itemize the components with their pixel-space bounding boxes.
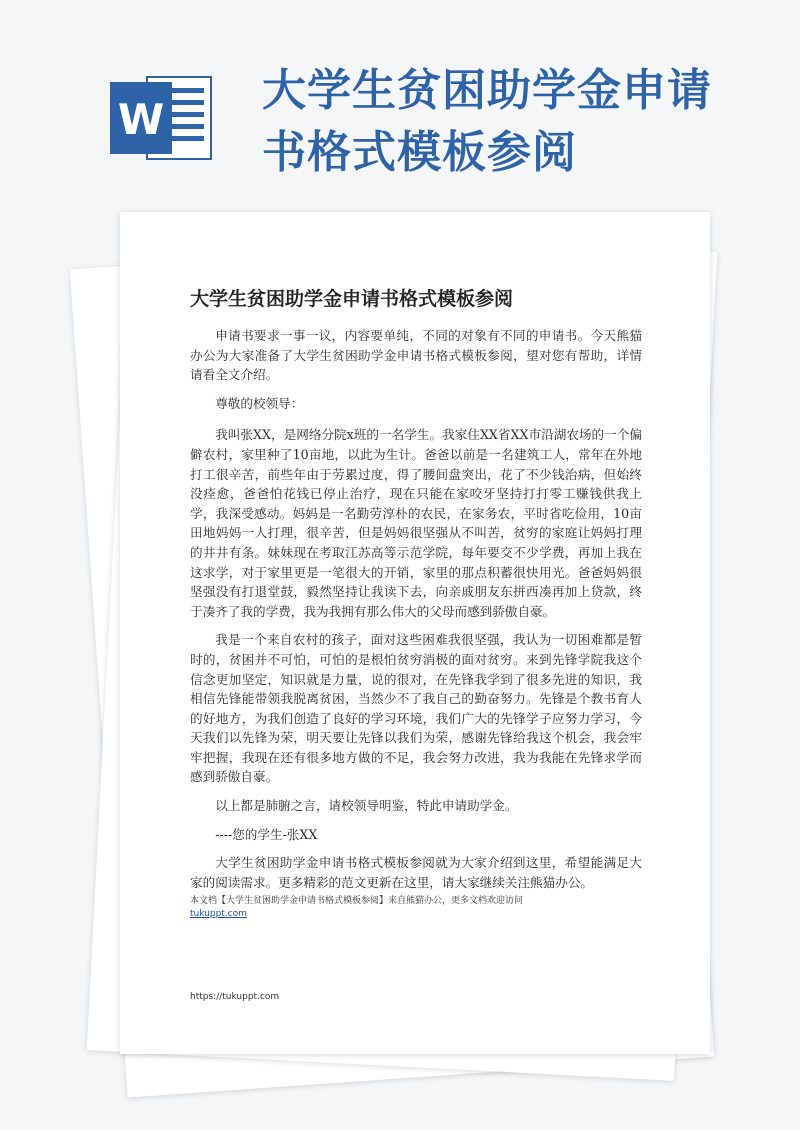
- document-title: 大学生贫困助学金申请书格式模板参阅: [190, 288, 514, 310]
- page-title: 大学生贫困助学金申请书格式模板参阅: [262, 65, 712, 178]
- header-banner: [0, 0, 800, 210]
- closing-line: 以上都是肺腑之言，请校领导明鉴，特此申请助学金。: [215, 798, 518, 814]
- body-paragraph: 我是一个来自农村的孩子，面对这些困难我很坚强，我认为一切困难都是暂时的，贫困并不可怕，可怕的是根怕贫穷消极的面对贫穷。来到先锋学院我这个信念更加坚定，知识就是力量，说的很对，在先锋我学到了很多先进的知识，我相信先锋能带领我脱离贫困，当然少不了我自己的勤奋努力。先锋是个教书育人的好地方，为我们创造了良好的学习环境，我们广大的先锋学子应努力学习，今天我们以先锋为荣，明天要让先锋以我们为荣，感谢先锋给我这个机会，我会牢牢把握，我现在还有很多地方做的不足，我会努力改进，我为我能在先锋求学而感到骄傲自豪。: [190, 632, 642, 785]
- document-page: [120, 212, 710, 1054]
- page-footer-url: https://tukuppt.com: [190, 992, 280, 1002]
- document-body: [190, 326, 642, 901]
- outro-paragraph: 大学生贫困助学金申请书格式模板参阅就为大家介绍到这里，希望能满足大家的阅读需求。更多精彩的范文更新在这里，请大家继续关注熊猫办公。: [190, 855, 642, 890]
- salutation: 尊敬的校领导：: [215, 395, 304, 411]
- source-note-text: 本文档【大学生贫困助学金申请书格式模板参阅】来自熊猫办公，更多文档欢迎访问: [190, 896, 524, 906]
- body-paragraph: 我叫张XX，是网络分院x班的一名学生。我家住XX省XX市沿湖农场的一个偏僻农村，家里种了10亩地，以此为生计。爸爸以前是一名建筑工人，常年在外地打工很辛苦，前些年由于劳累过度，得了腰间盘突出，花了不少钱治病，但始终没痊愈，爸爸怕花钱已停止治疗，现在只能在家咬牙坚持打打零工赚钱供我上学，我深受感动。妈妈是一名勤劳淳朴的农民，在家务农，平时省吃俭用，10亩田地妈妈一人打理，很辛苦，但是妈妈很坚强从不叫苦，贫穷的家庭让妈妈打理的井井有条。妹妹现在考取江苏高等示范学院，每年要交不少学费，再加上我在这求学，对于家里更是一笔很大的开销，家里的那点积蓄很快用光。爸爸妈妈很坚强没有打退堂鼓，毅然坚持让我读下去，向亲戚朋友东拼西凑再加上贷款，终于凑齐了我的学费，我为我拥有那么伟大的父母而感到骄傲自豪。: [190, 427, 642, 619]
- word-document-icon: [108, 68, 218, 168]
- source-link[interactable]: tukuppt.com: [190, 909, 247, 919]
- logo-letter: W: [117, 95, 165, 144]
- signature: ----您的学生-张XX: [215, 826, 318, 842]
- source-note: [190, 895, 642, 921]
- intro-paragraph: 申请书要求一事一议，内容要单纯，不同的对象有不同的申请书。今天熊猫办公为大家准备了大学生贫困助学金申请书格式模板参阅，望对您有帮助，详情请看全文介绍。: [190, 328, 642, 383]
